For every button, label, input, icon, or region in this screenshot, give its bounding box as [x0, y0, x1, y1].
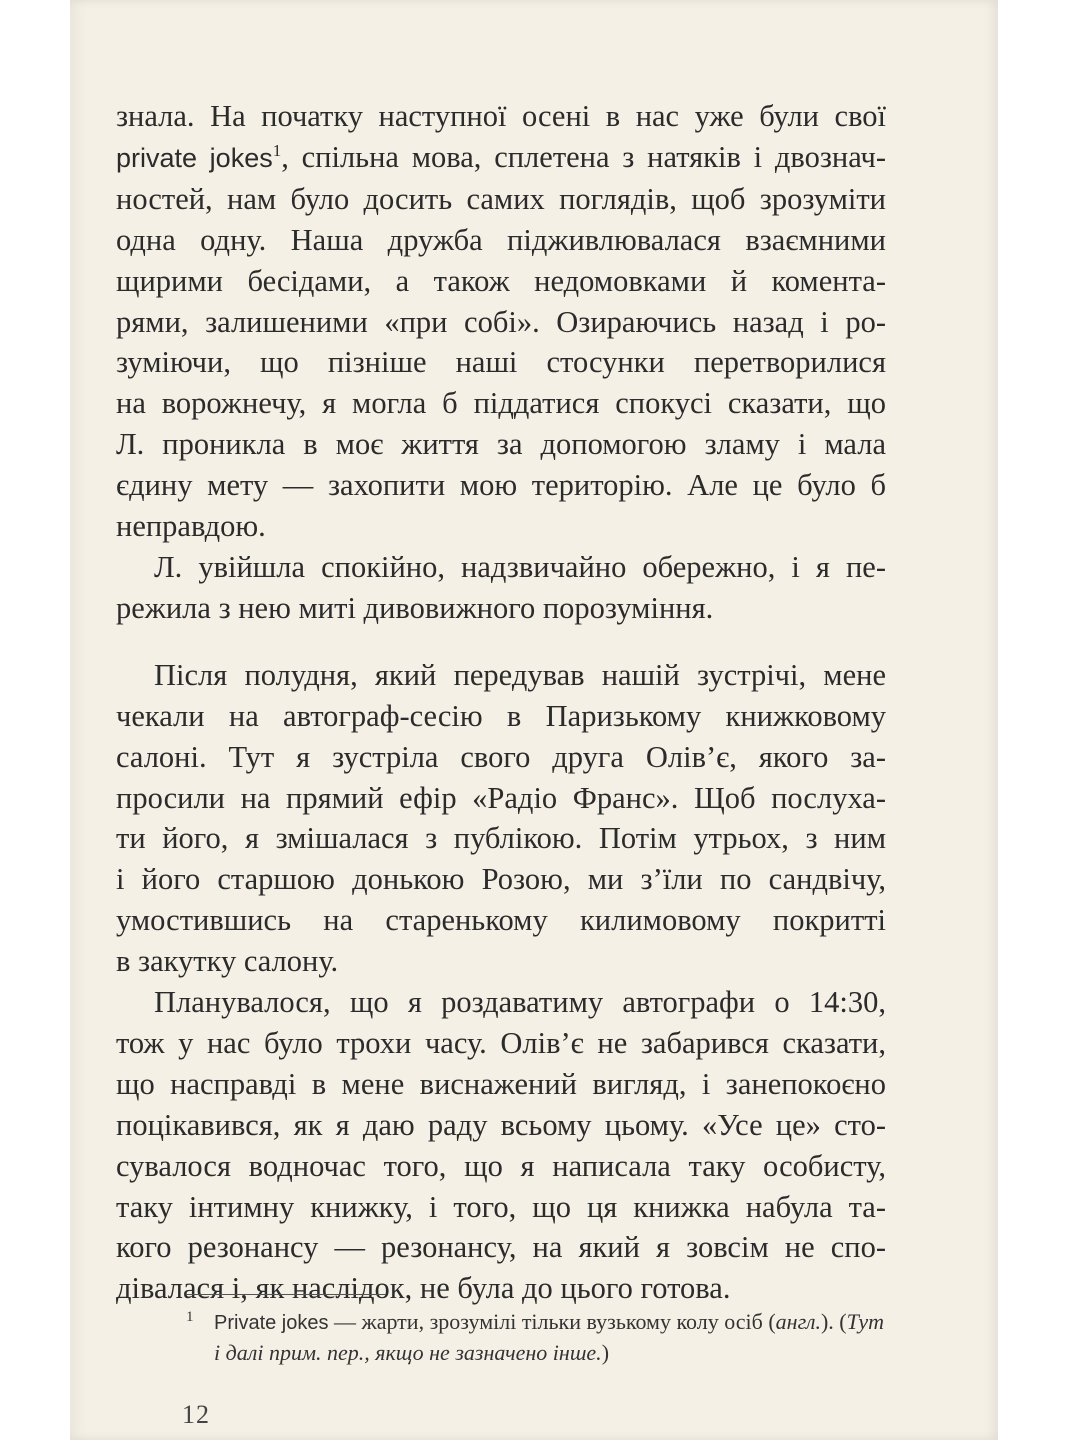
footnote [186, 1307, 886, 1367]
text-line: просили на прямий ефір «Радіо Франс». Щоб послуха- [116, 780, 886, 815]
text-line: і його старшою донькою Розою, ми з’їли по сандвічу, [116, 862, 886, 897]
text-line: чекали на автограф-сесію в Паризькому книжковому [116, 698, 886, 733]
text-line: одна одну. Наша дружба підживлювалася взаємними [116, 222, 886, 257]
text-line: зуміючи, що пізніше наші стосунки перетворилися [116, 345, 886, 380]
footnote-translator-note: Тут і далі прим. пер., якщо не зазначено інше. [214, 1309, 884, 1365]
text-line: знала. На початку наступної осені в нас уже були свої [116, 99, 886, 133]
text-line: кого резонансу — резонансу, на який я зовсім не спо- [116, 1230, 886, 1265]
text-line: рями, залишеними «при собі». Озираючись назад і ро- [116, 304, 886, 339]
text-line: private jokes$^1$, спільна мова, сплетена з натяків і двознач- [116, 139, 887, 174]
text-line: ностей, нам було досить самих поглядів, щоб зрозуміти [116, 181, 886, 216]
text-line: поцікавився, як я даю раду всьому цьому. «Усе це» сто- [116, 1107, 886, 1142]
text-line: ти його, я змішалася з публікою. Потім утрьох, з ним [116, 821, 886, 856]
text-line: щирими бесідами, а також недомовками й комента- [116, 263, 886, 298]
text-line: на ворожнечу, я могла б піддатися спокусі сказати, що [116, 386, 886, 421]
footnote-language: англ. [775, 1309, 821, 1334]
footnote-reference: 1 [272, 140, 282, 160]
footnote-body: Private jokes — жарти, зрозумілі тільки вузькому колу осіб (англ.). (Тут і далі прим. пер., якщо не зазначено інше.) [214, 1309, 884, 1365]
footnote-term: Private jokes [214, 1312, 329, 1334]
text-line: неправдою. [116, 509, 266, 544]
text-line: тож у нас було трохи часу. Олів’є не забарився сказати, [116, 1025, 886, 1060]
text-line: салоні. Тут я зустріла свого друга Олів’є, якого за- [116, 739, 886, 774]
text-line: Після полудня, який передував нашій зустрічі, мене [154, 657, 886, 692]
page-number: 12 [182, 1400, 210, 1429]
text-line: в закутку салону. [116, 944, 339, 979]
text-line: режила з нею миті дивовижного порозуміння. [116, 590, 714, 625]
main-text [116, 96, 886, 1309]
text-line: таку інтимну книжку, і того, що ця книжка набула та- [116, 1189, 886, 1224]
text-line: сувалося водночас того, що я написала таку особисту, [116, 1148, 886, 1183]
text-line: Л. проникла в моє життя за допомогою зламу і мала [116, 427, 886, 462]
footnote-divider [186, 1294, 386, 1295]
footnote-mark: 1 [186, 1309, 194, 1325]
private-jokes-term: private jokes [116, 142, 273, 173]
text-line: Л. увійшла спокійно, надзвичайно обережно, і я пе- [154, 549, 886, 584]
text-line: єдину мету — захопити мою територію. Але це було б [116, 468, 886, 503]
text-line: Планувалося, що я роздаватиму автографи о 14:30, [154, 985, 886, 1020]
text-line: що насправді в мене виснажений вигляд, і занепокоєно [116, 1066, 886, 1101]
text-line: дівалася і, як наслідок, не була до цього готова. [116, 1271, 731, 1306]
text-line: умостившись на старенькому килимовому покритті [116, 903, 886, 938]
section-gap [116, 629, 886, 655]
